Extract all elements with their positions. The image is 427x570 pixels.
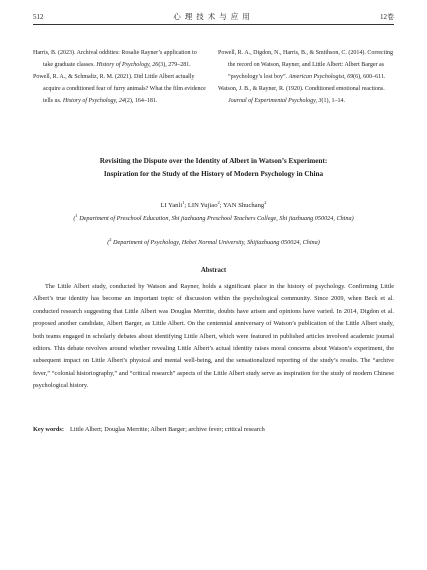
references-left-column <box>33 47 208 107</box>
reference-item: Powell, R. A., Digdon, N., Harris, B., & Smithson, C. (2014). Correcting the record on Watson, Rayner, and Little Albert: Albert Barger as “psychology’s lost boy”. American Psychologist, 69(6), 600–611. <box>218 50 393 80</box>
affiliation-1: ($^1$ Department of Preschool Education, Shi jiazhuang Preschool Teachers College, Shi jiazhuang 050024, China) <box>73 213 354 223</box>
article-title <box>40 155 387 181</box>
reference-item: Harris, B. (2023). Archival oddities: Rosalie Rayner’s application to take graduate classes. History of Psychology, 26(3), 279–281. <box>33 50 197 68</box>
keywords-text: Little Albert; Douglas Merritte; Albert Barger; archive fever; critical research <box>69 426 265 433</box>
volume-label: 12卷 <box>380 13 394 21</box>
reference-item: Powell, R. A., & Schmaltz, R. M. (2021). Did Little Albert actually acquire a conditioned fear of furry animals? What the film evidence tells us. History of Psychology, 24(2), 164–181. <box>33 74 206 104</box>
page-number: 512 <box>33 13 44 21</box>
keywords-label: Key words: <box>33 426 64 433</box>
title-line-2: Inspiration for the Study of the History of Modern Psychology in China <box>103 170 324 178</box>
running-header <box>33 10 394 25</box>
affiliation-2: ($^2$ Department of Psychology, Hebei Normal University, Shijiazhuang 050024, China) <box>107 237 320 247</box>
reference-item: Watson, J. B., & Rayner, R. (1920). Conditioned emotional reactions. Journal of Experimental Psychology, 3(1), 1–14. <box>218 86 385 104</box>
references-right-column <box>218 47 394 107</box>
abstract-body: The Little Albert study, conducted by Watson and Rayner, holds a significant place in the history of psychology. Confirming Little Albert’s true identity has become an important topic of discussion within the psychological community. Since 2009, when Beck et al. conducted research suggesting that Little Albert was Douglas Merritte, doubts have arisen and opinions have varied. In 2014, Digdon et al. proposed another candidate, Albert Barger, as Little Albert. On the centennial anniversary of Watson’s publication of the Little Albert study, both teams engaged in scholarly debates about identifying Little Albert, which were featured in published articles involved academic journal editors. This debate revolves around whether revealing Little Albert’s actual identity raises moral concerns about Watson’s experiment, the subsequent impact on Little Albert’s physical and mental well-being, and the sensationalized reporting of the study’s results. The “archive fever,” “colonial historiography,” and “critical research” aspects of the Little Albert study serve as inspiration for the study of modern Chinese psychological history. <box>33 283 394 390</box>
abstract-heading: Abstract <box>200 267 227 274</box>
journal-title: 心理技术与应用 <box>173 12 254 21</box>
author-list: LI Yanli$^1$; LIN Yujiao$^2$; YAN Shuchang$^2$ <box>160 200 267 210</box>
title-line-1: Revisiting the Dispute over the Identity of Albert in Watson’s Experiment: <box>99 157 328 165</box>
keywords-line <box>33 424 394 436</box>
